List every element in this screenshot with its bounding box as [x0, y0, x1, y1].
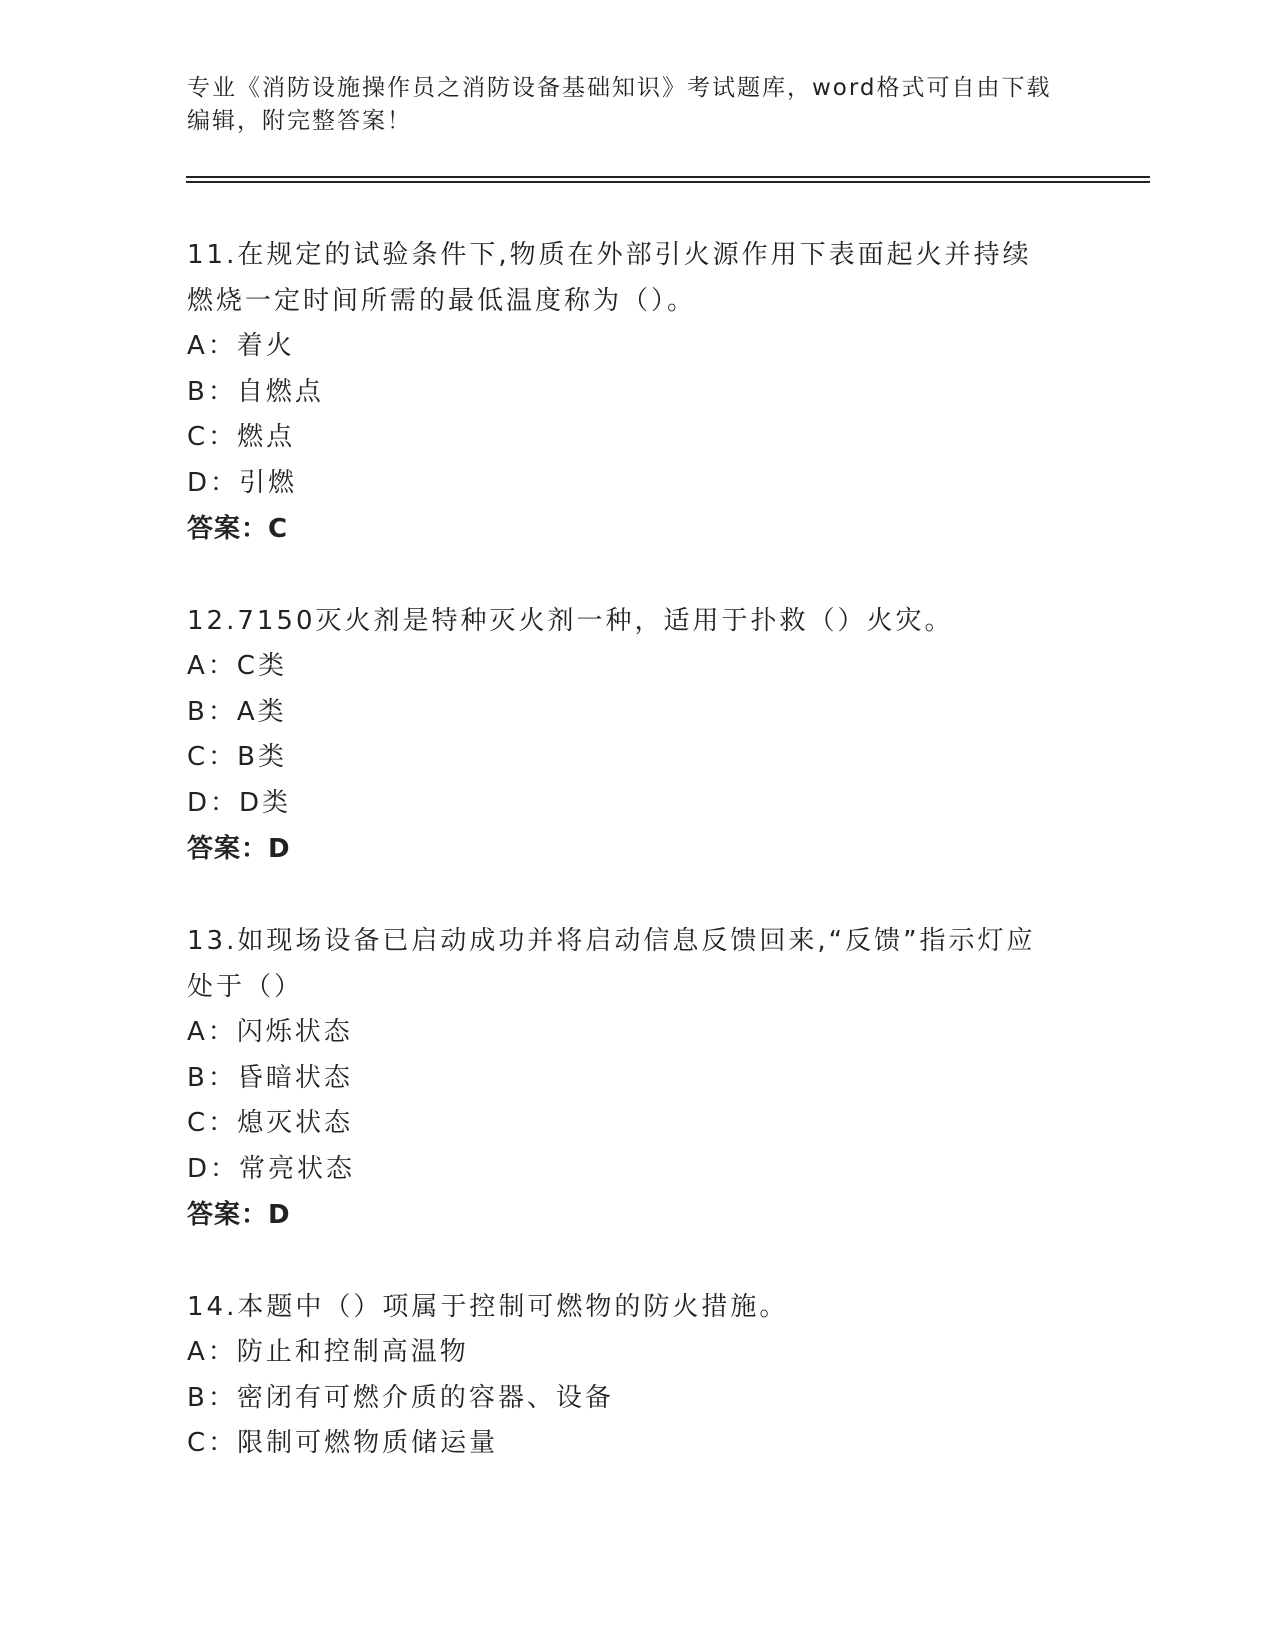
document-header — [187, 72, 1057, 138]
answer: 答案：D — [187, 834, 291, 864]
option-c: C：B类 — [187, 742, 287, 772]
option-a: A：防止和控制高温物 — [187, 1337, 469, 1367]
option-a: A：闪烁状态 — [187, 1017, 353, 1047]
question-14 — [187, 1284, 1087, 1467]
option-b: B：密闭有可燃介质的容器、设备 — [187, 1382, 614, 1413]
question-text: 14.本题中（）项属于控制可燃物的防火措施。 — [187, 1292, 789, 1322]
option-d: D：D类 — [187, 787, 292, 818]
answer: 答案：D — [187, 1200, 291, 1230]
option-d: D：引燃 — [187, 467, 298, 498]
spacer — [187, 872, 1087, 918]
header-rule-bottom — [186, 181, 1150, 183]
question-text: 11.在规定的试验条件下,物质在外部引火源作用下表面起火并持续燃烧一定时间所需的最低温度称为（）。 — [187, 240, 1032, 316]
answer: 答案：C — [187, 514, 289, 544]
option-b: B：昏暗状态 — [187, 1062, 353, 1093]
option-c: C：燃点 — [187, 422, 296, 452]
question-list — [187, 232, 1087, 1467]
option-d: D：常亮状态 — [187, 1153, 356, 1184]
header-rule-top — [186, 176, 1150, 178]
option-b: B：A类 — [187, 696, 287, 727]
question-text: 12.7150灭火剂是特种灭火剂一种，适用于扑救（）火灾。 — [187, 606, 954, 636]
spacer — [187, 1238, 1087, 1284]
question-12 — [187, 598, 1087, 872]
question-11 — [187, 232, 1087, 552]
spacer — [187, 552, 1087, 598]
option-a: A：着火 — [187, 331, 295, 361]
question-13 — [187, 918, 1087, 1238]
header-intro: 专业《消防设施操作员之消防设备基础知识》考试题库，word格式可自由下载编辑，附完整答案！ — [187, 75, 1052, 134]
option-c: C：熄灭状态 — [187, 1108, 354, 1138]
question-text: 13.如现场设备已启动成功并将启动信息反馈回来,“反馈”指示灯应处于（） — [187, 926, 1036, 1002]
option-b: B：自燃点 — [187, 376, 324, 407]
option-c: C：限制可燃物质储运量 — [187, 1428, 499, 1458]
option-a: A：C类 — [187, 651, 287, 681]
